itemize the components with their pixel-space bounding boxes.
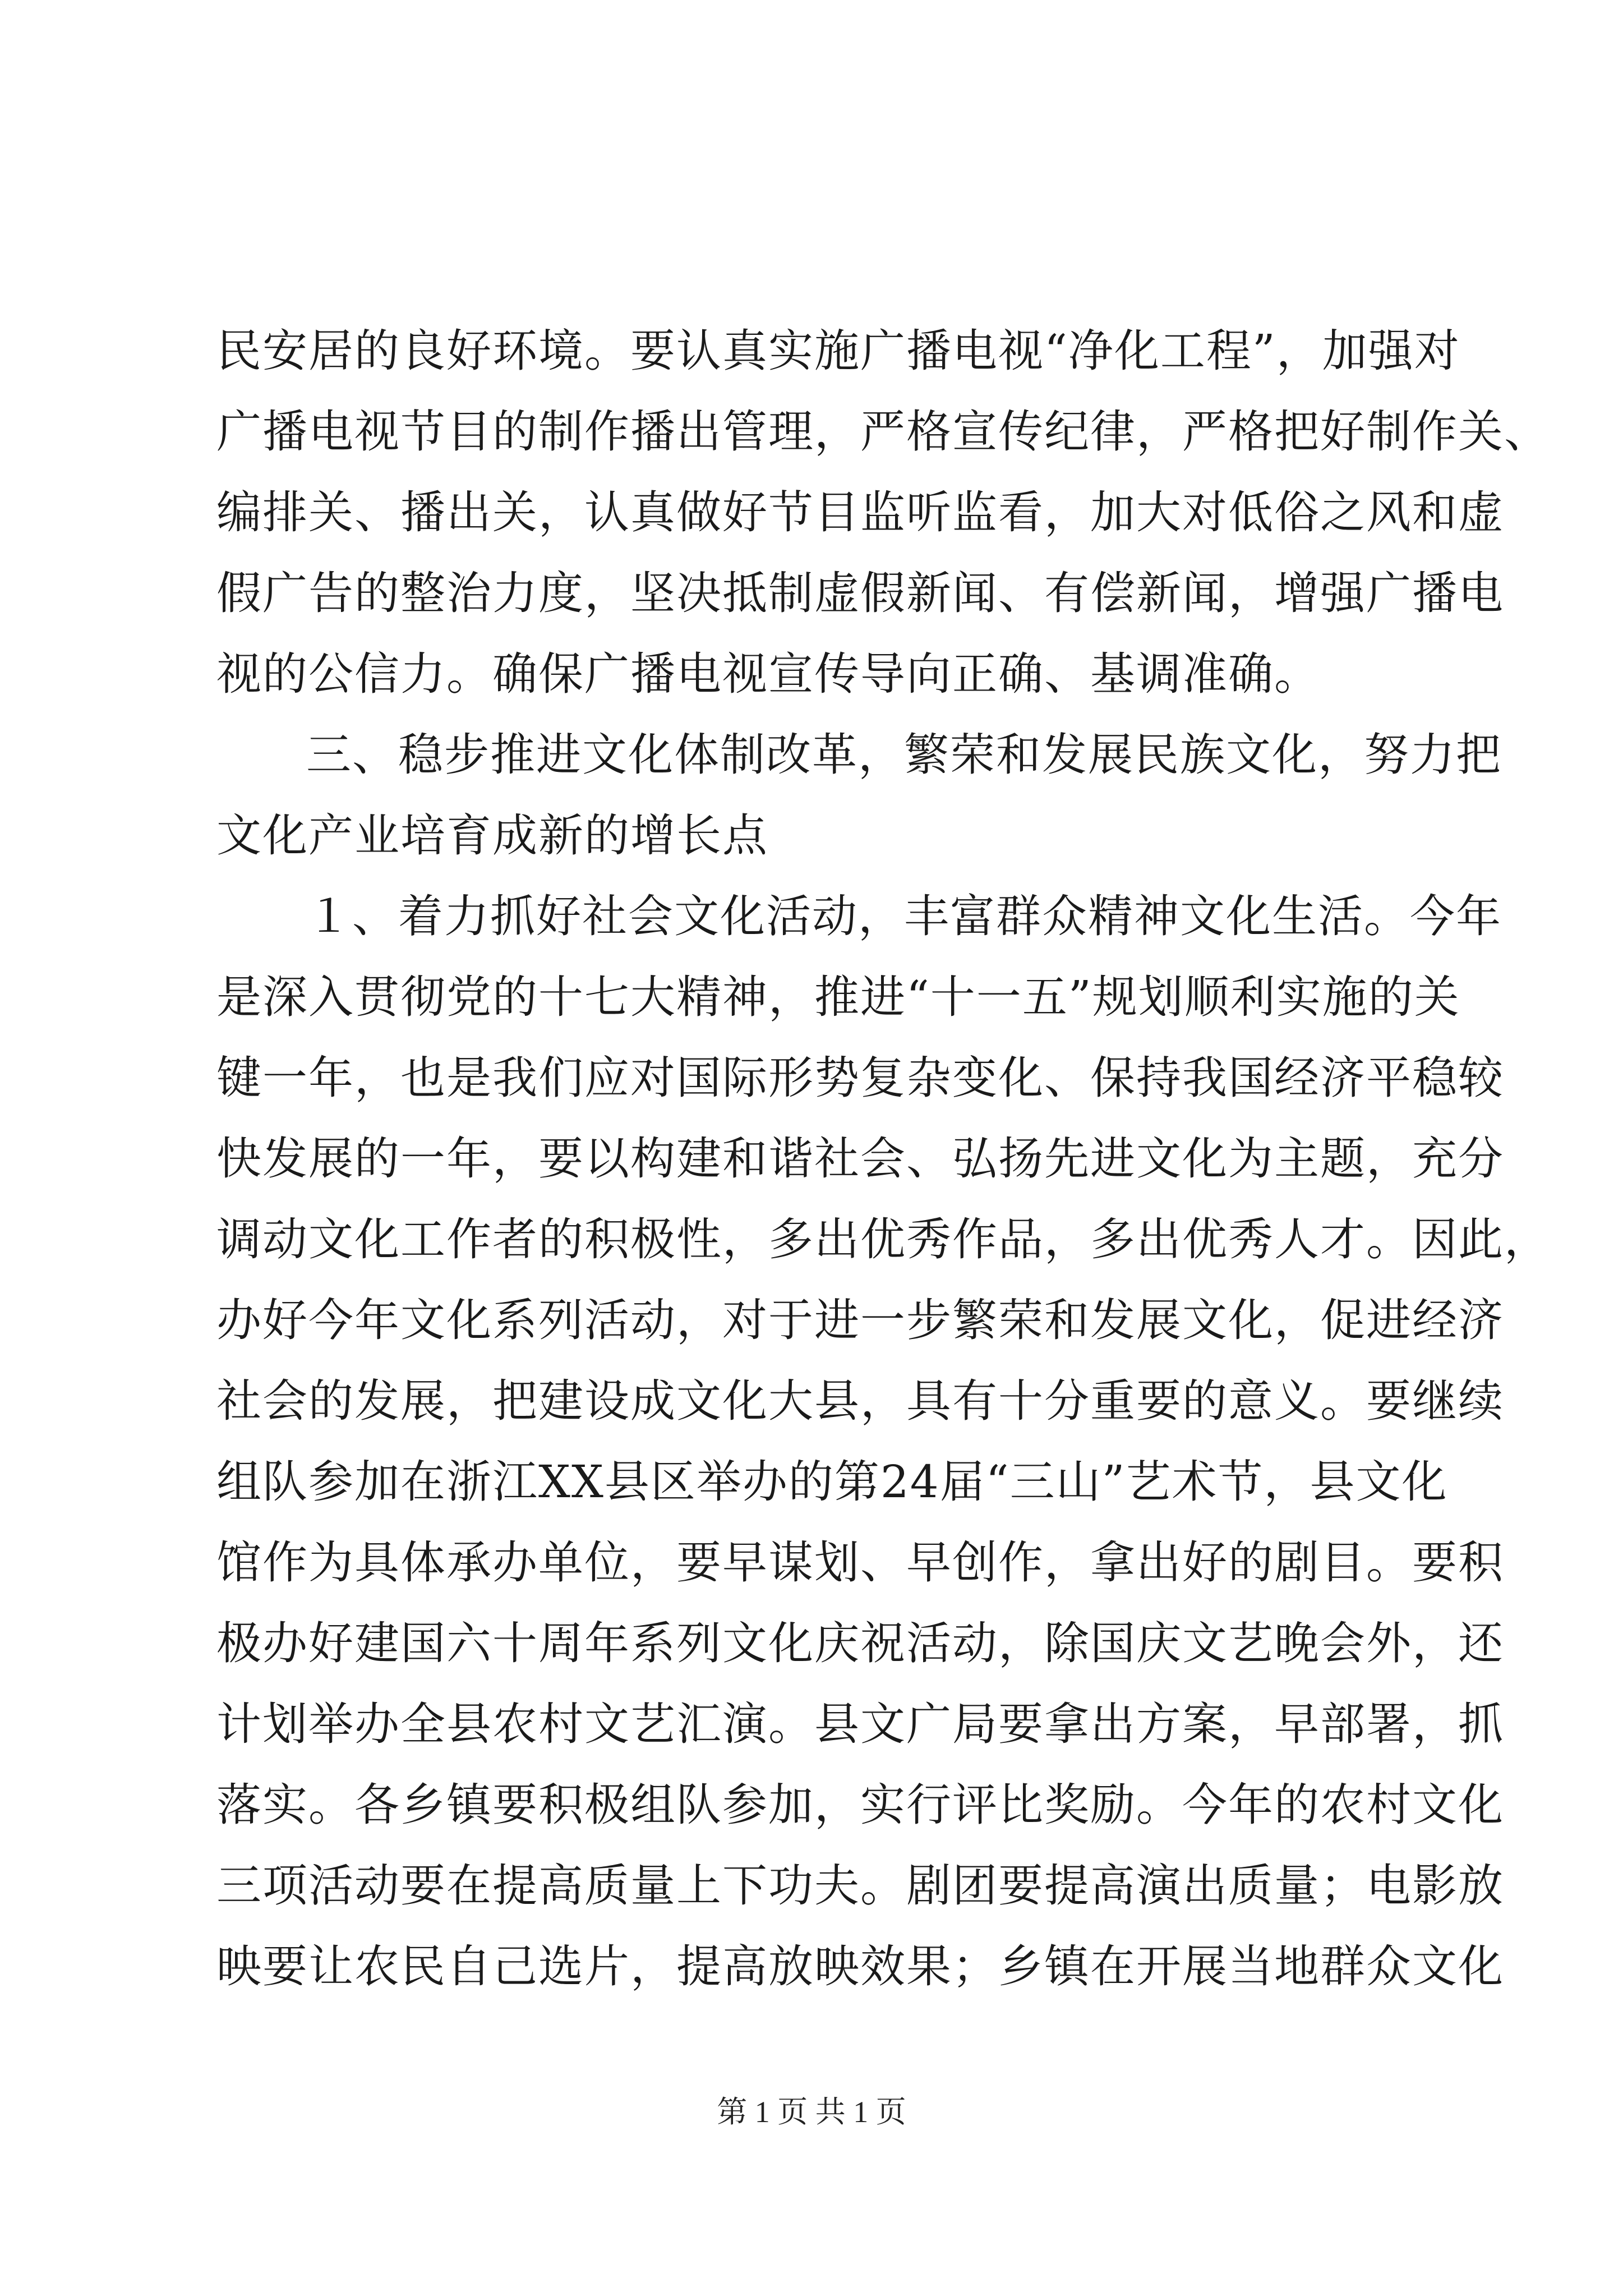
body-line-12: 调动文化工作者的积极性，多出优秀作品，多出优秀人才。因此， <box>216 1213 1550 1266</box>
body-line-17: 极办好建国六十周年系列文化庆祝活动，除国庆文艺晚会外，还 <box>216 1617 1504 1669</box>
body-line-18: 计划举办全县农村文艺汇演。县文广局要拿出方案，早部署，抓 <box>216 1698 1504 1750</box>
body-line-16: 馆作为具体承办单位，要早谋划、早创作，拿出好的剧目。要积 <box>216 1536 1504 1589</box>
body-line-4: 假广告的整治力度，坚决抵制虚假新闻、有偿新闻，增强广播电 <box>216 567 1504 619</box>
body-line-5: 视的公信力。确保广播电视宣传导向正确、基调准确。 <box>216 648 1320 700</box>
page-footer: 第 1 页 共 1 页 <box>717 2095 906 2129</box>
body-line-9: 是深入贯彻党的十七大精神，推进“十一五”规划顺利实施的关 <box>216 971 1460 1023</box>
body-line-20: 三项活动要在提高质量上下功夫。剧团要提高演出质量；电影放 <box>216 1860 1504 1912</box>
body-line-2: 广播电视节目的制作播出管理，严格宣传纪律，严格把好制作关、 <box>216 406 1550 458</box>
body-line-15: 组队参加在浙江XX县区举办的第24届“三山”艺术节，县文化 <box>216 1456 1448 1508</box>
section-heading-line-2: 文化产业培育成新的增长点 <box>216 809 768 862</box>
body-line-13: 办好今年文化系列活动，对于进一步繁荣和发展文化，促进经济 <box>216 1294 1504 1346</box>
body-line-1: 民安居的良好环境。要认真实施广播电视“净化工程”，加强对 <box>216 325 1460 377</box>
section-heading-line-1: 三、稳步推进文化体制改革，繁荣和发展民族文化，努力把 <box>306 729 1502 781</box>
body-line-14: 社会的发展，把建设成文化大县，具有十分重要的意义。要继续 <box>216 1375 1504 1427</box>
body-line-19: 落实。各乡镇要积极组队参加，实行评比奖励。今年的农村文化 <box>216 1779 1504 1831</box>
body-line-3: 编排关、播出关，认真做好节目监听监看，加大对低俗之风和虚 <box>216 486 1504 539</box>
body-line-8: １、着力抓好社会文化活动，丰富群众精神文化生活。今年 <box>306 890 1502 942</box>
body-line-10: 键一年，也是我们应对国际形势复杂变化、保持我国经济平稳较 <box>216 1052 1504 1104</box>
body-line-11: 快发展的一年，要以构建和谐社会、弘扬先进文化为主题，充分 <box>216 1133 1504 1185</box>
body-line-21: 映要让农民自己选片，提高放映效果；乡镇在开展当地群众文化 <box>216 1940 1504 1993</box>
